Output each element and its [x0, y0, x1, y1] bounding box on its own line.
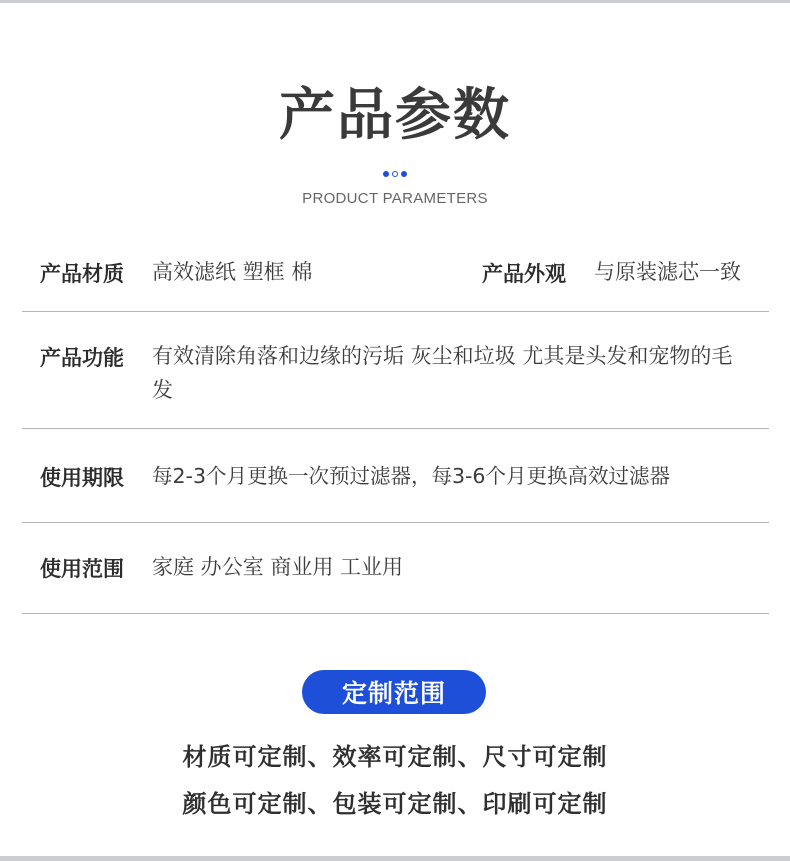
param-value: 与原装滤芯一致 — [594, 260, 741, 284]
param-value: 有效清除角落和边缘的污垢 灰尘和垃圾 尤其是头发和宠物的毛发 — [152, 344, 733, 402]
row-divider — [22, 311, 769, 312]
page-subtitle: PRODUCT PARAMETERS — [302, 190, 488, 207]
param-row-lifespan — [22, 459, 769, 499]
param-label: 产品功能 — [40, 346, 124, 370]
title-dots-decoration — [0, 169, 790, 179]
dot-icon — [401, 171, 407, 177]
row-divider — [22, 522, 769, 523]
param-label: 使用期限 — [40, 466, 124, 490]
customization-line: 材质可定制、效率可定制、尺寸可定制 — [182, 743, 608, 771]
param-row-function — [22, 338, 769, 410]
param-label: 产品材质 — [40, 262, 124, 286]
row-divider — [22, 613, 769, 614]
param-value: 家庭 办公室 商业用 工业用 — [152, 555, 404, 579]
param-value: 每2-3个月更换一次预过滤器，每3-6个月更换高效过滤器 — [152, 464, 670, 488]
page-title: 产品参数 — [279, 83, 511, 148]
param-label: 使用范围 — [40, 557, 124, 581]
param-value: 高效滤纸 塑框 棉 — [152, 260, 313, 284]
customization-line: 颜色可定制、包装可定制、印刷可定制 — [182, 790, 608, 818]
param-row-scope — [22, 550, 769, 590]
bottom-border — [0, 856, 790, 861]
top-border — [0, 0, 790, 3]
customization-badge: 定制范围 — [302, 670, 486, 714]
row-divider — [22, 428, 769, 429]
dot-icon — [383, 171, 389, 177]
param-row-material — [22, 255, 769, 295]
dot-icon — [392, 171, 398, 177]
param-label: 产品外观 — [482, 262, 566, 286]
